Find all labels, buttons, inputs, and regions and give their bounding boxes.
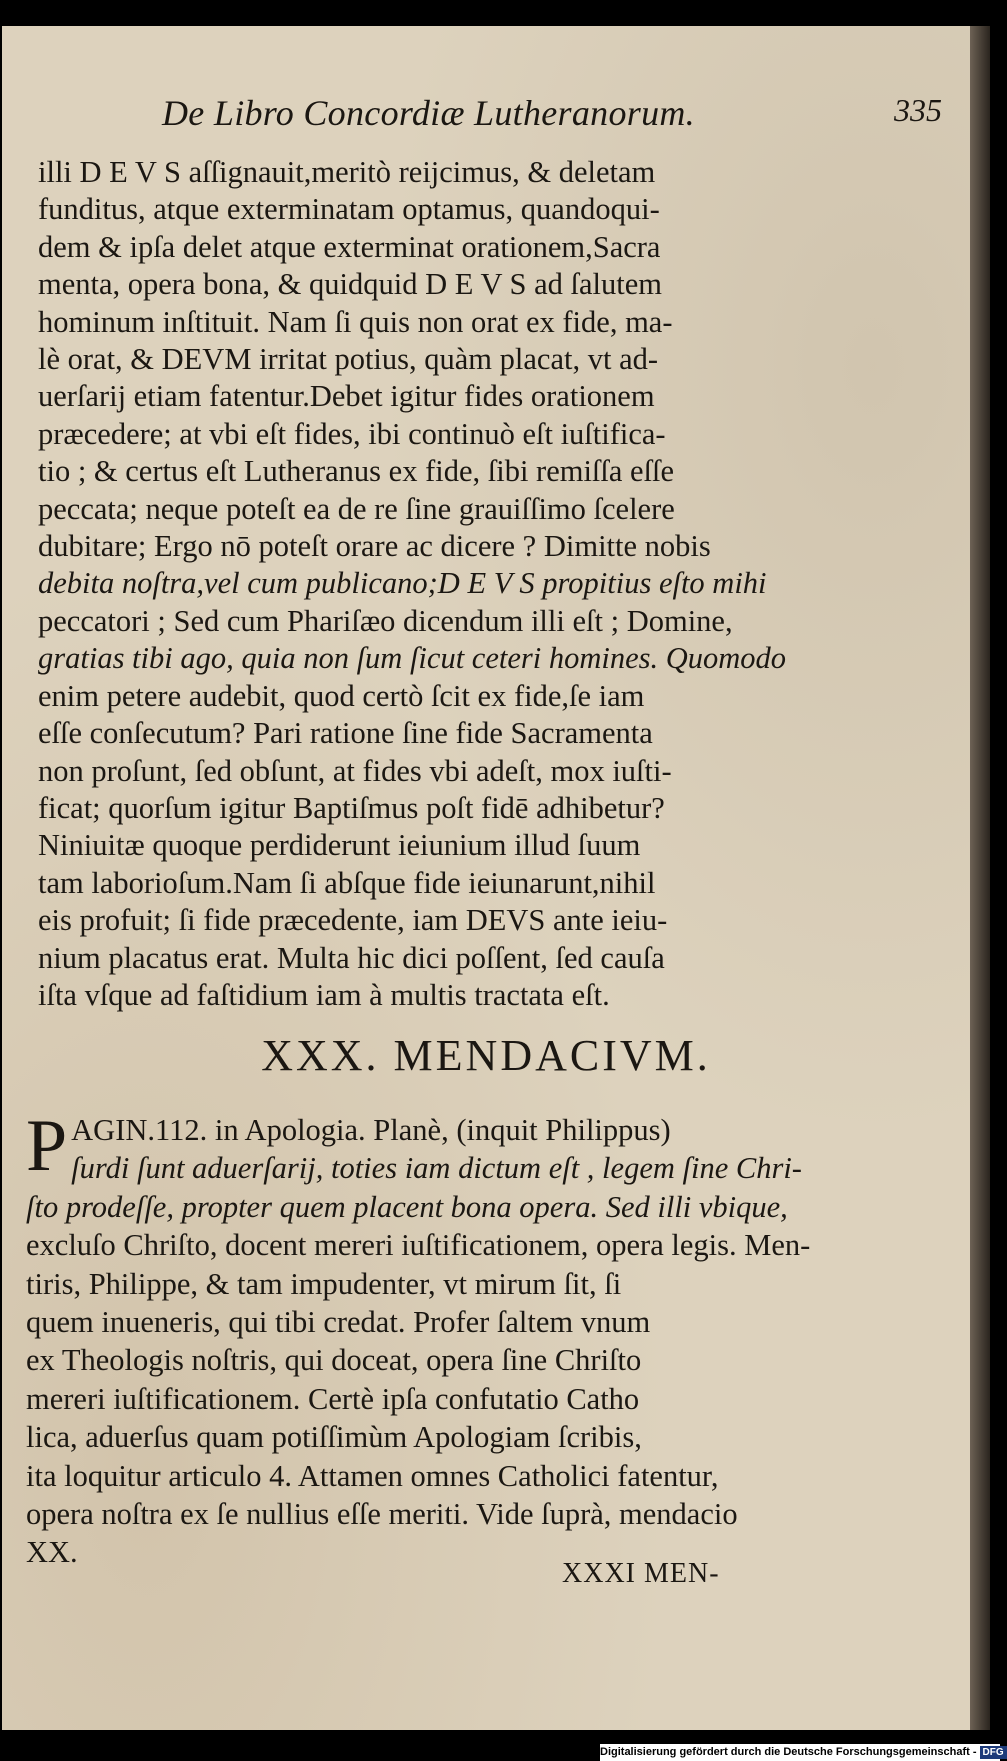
text-line: ſurdi ſunt aduerſarij, toties iam dictum eſt , legem ſine Chri- <box>71 1151 802 1186</box>
text-line: AGIN.112. in Apologia. Planè, (inquit Philippus) <box>71 1113 671 1147</box>
text-line: non proſunt, ſed obſunt, at fides vbi adeſt, mox iuſti- <box>38 753 672 788</box>
text-line: tio ; & certus eſt Lutheranus ex fide, ſibi remiſſa eſſe <box>38 454 675 489</box>
text-line: XX. <box>26 1535 78 1570</box>
page-number: 335 <box>894 92 942 128</box>
text-line: peccatori ; Sed cum Phariſæo dicendum illi eſt ; Domine, <box>38 603 733 638</box>
text-line: tam laborioſum.Nam ſi abſque fide ieiunarunt,nihil <box>38 865 656 900</box>
section-text <box>26 1105 811 1572</box>
section-heading: XXX. MENDACIVM. <box>261 1031 711 1080</box>
text-line: eis profuit; ſi fide præcedente, iam DEVS ante ieiu- <box>38 903 668 938</box>
text-line: dem & ipſa delet atque exterminat orationem,Sacra <box>38 229 661 264</box>
page-edge <box>970 26 990 1730</box>
text-line: opera noſtra ex ſe nullius eſſe meriti. Vide ſuprà, mendacio <box>26 1497 738 1532</box>
dfg-logo: DFG <box>980 1746 1007 1759</box>
text-line: funditus, atque exterminatam optamus, quandoqui- <box>38 192 660 227</box>
text-line: Niniuitæ quoque perdiderunt ieiunium illud ſuum <box>38 828 641 863</box>
text-line: quem inueneris, qui tibi credat. Profer ſaltem vnum <box>26 1305 651 1340</box>
text-line: præcedere; at vbi eſt fides, ibi continuò eſt iuſtifica- <box>38 416 666 451</box>
text-line: eſſe conſecutum? Pari ratione ſine fide Sacramenta <box>38 716 653 751</box>
text-line: dubitare; Ergo nō poteſt orare ac dicere ? Dimitte nobis <box>38 529 711 564</box>
text-line: lè orat, & DEVM irritat potius, quàm placat, vt ad- <box>38 342 659 377</box>
footer-text: Digitalisierung gefördert durch die Deutsche Forschungsgemeinschaft - <box>600 1746 977 1758</box>
text-line: enim petere audebit, quod certò ſcit ex fide,ſe iam <box>38 678 645 713</box>
text-line: gratias tibi ago, quia non ſum ſicut ceteri homines. Quomodo <box>38 641 787 676</box>
text-line: iſta vſque ad faſtidium iam à multis tractata eſt. <box>38 977 610 1012</box>
text-line: peccata; neque poteſt ea de re ſine grauiſſimo ſcelere <box>38 491 675 526</box>
text-line: tiris, Philippe, & tam impudenter, vt mirum ſit, ſi <box>26 1266 622 1301</box>
text-line: excluſo Chriſto, docent mereri iuſtificationem, opera legis. Men- <box>26 1228 811 1263</box>
text-line: nium placatus erat. Multa hic dici poſſent, ſed cauſa <box>38 940 665 975</box>
text-line: illi D E V S aſſignauit,meritò reijcimus, & deletam <box>38 155 656 189</box>
text-line: ita loquitur articulo 4. Attamen omnes Catholici fatentur, <box>26 1458 719 1493</box>
text-line: mereri iuſtificationem. Certè ipſa confutatio Catho <box>26 1381 640 1416</box>
text-line: ficat; quorſum igitur Baptiſmus poſt fidē adhibetur? <box>38 790 665 825</box>
text-line: debita noſtra,vel cum publicano;D E V S propitius eſto mihi <box>38 566 767 601</box>
digitization-footer <box>600 1744 1004 1761</box>
running-title: De Libro Concordiæ Lutheranorum. <box>162 93 695 133</box>
text-line: ſto prodeſſe, propter quem placent bona opera. Sed illi vbique, <box>26 1189 788 1224</box>
text-line: hominum inſtituit. Nam ſi quis non orat ex fide, ma- <box>38 304 673 339</box>
book-page <box>2 26 970 1730</box>
text-line: lica, aduerſus quam potiſſimùm Apologiam ſcribis, <box>26 1420 642 1455</box>
drop-cap: P <box>26 1105 68 1187</box>
text-line: menta, opera bona, & quidquid D E V S ad ſalutem <box>38 267 663 302</box>
page-header <box>162 92 942 152</box>
text-line: ex Theologis noſtris, qui doceat, opera ſine Chriſto <box>26 1343 642 1378</box>
text-line: uerſarij etiam fatentur.Debet igitur fides orationem <box>38 379 655 414</box>
body-text <box>38 154 787 1014</box>
catchword: XXXI MEN- <box>562 1558 720 1589</box>
